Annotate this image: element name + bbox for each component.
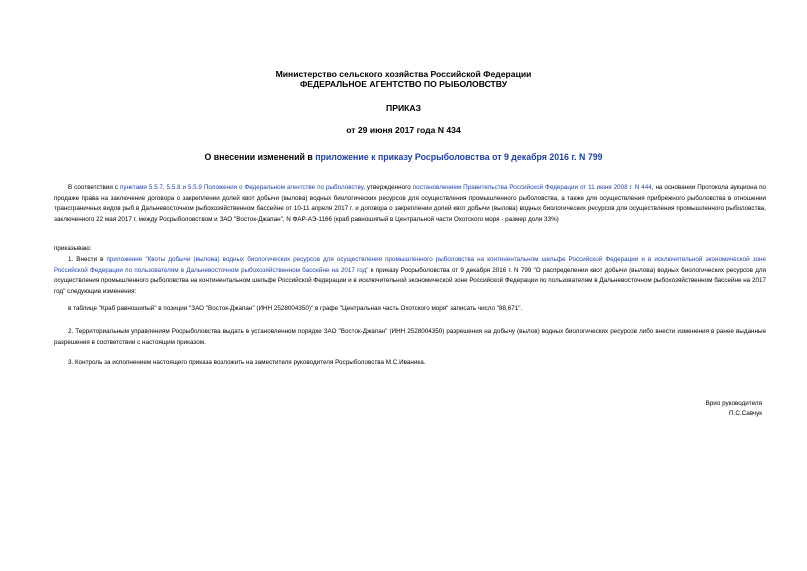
paragraph-item-3: 3. Контроль за исполнением настоящего приказа возложить на заместителя руководителя Росрыболовства М.С.Иваника. bbox=[68, 359, 426, 366]
item1-text-1: 1. Внести в bbox=[68, 256, 107, 263]
regulation-points-link[interactable]: пунктами 5.5.7, 5.5.8 и 5.5.9 Положения о Федеральном агентстве по рыболовству bbox=[119, 184, 364, 191]
basis-text-3: , на основании Протокола аукциона по продаже права на заключение договора о закреплении долей квот добычи (вылова) водных биологических ресурсов для осуществления промышленного рыболовства, а также для осуществления прибрежного рыболовства в отношении трансграничных видов рыб в Дальневосточном рыбохозяйственном бассейне от 10-11 апреля 2017 г. и договора о закреплении долей квот добычи (вылова) водных биологических ресурсов для осуществления промышленного рыболовства, заключенного 22 мая 2017 г. между Росрыболовством и ЗАО "Восток-Джапан", N ФАР-АЭ-1166 (краб равношипый в Центральной части Охотского моря - размер доли 33%) bbox=[54, 184, 766, 223]
government-decree-link[interactable]: постановлением Правительства Российской Федерации от 11 июня 2008 г. N 444 bbox=[412, 184, 652, 191]
signature-block bbox=[706, 399, 762, 419]
agency-title: ФЕДЕРАЛЬНОЕ АГЕНТСТВО ПО РЫБОЛОВСТВУ bbox=[299, 79, 508, 89]
signatory-position: Врио руководителя bbox=[705, 400, 762, 407]
paragraph-basis bbox=[54, 183, 766, 225]
subject-prefix: О внесении изменений в bbox=[204, 152, 316, 162]
subject-link[interactable]: приложение к приказу Росрыболовства от 9 декабря 2016 г. N 799 bbox=[315, 152, 603, 162]
basis-text-2: , утвержденного bbox=[363, 184, 413, 191]
paragraph-order-word: приказываю: bbox=[54, 245, 92, 252]
document-subject bbox=[0, 152, 807, 163]
basis-text-1: В соответствии с bbox=[68, 184, 120, 191]
paragraph-table-change: в таблице "Краб равношипый" в позиции "ЗАО "Восток-Джапан" (ИНН 2528004350)" в графе "Центральная часть Охотского моря" записать число "88,671". bbox=[68, 305, 523, 312]
paragraph-item-1 bbox=[54, 255, 766, 297]
signatory-name: П.С.Савчук bbox=[729, 410, 762, 417]
item1-text-2: к приказу Росрыболовства от 9 декабря 2016 г. N 799 "О распределении квот добычи (вылова) водных биологических ресурсов для осуществления промышленного рыболовства на континентальном шельфе Российской Федерации и в исключительной экономической зоне Российской Федерации по пользователям в Дальневосточном рыбохозяйственном бассейне на 2017 год" следующие изменения: bbox=[54, 266, 767, 295]
appendix-link[interactable]: приложение "Квоты добычи (вылова) водных биологических ресурсов для осуществления промышленного рыболовства на континентальном шельфе Российской Федерации и в исключительной экономической зоне Российской Федерации по пользователям в Дальневосточном рыбохозяйственном бассейне на 2017 год" bbox=[54, 256, 766, 274]
ministry-title: Министерство сельского хозяйства Российской Федерации bbox=[275, 69, 532, 79]
document-date-number: от 29 июня 2017 года N 434 bbox=[346, 125, 461, 135]
paragraph-item-2: 2. Территориальным управлениям Росрыболовства выдать в установленном порядке ЗАО "Восток-Джапан" (ИНН 2528004350) разрешения на добычу (вылов) водных биологических ресурсов либо внести изменения в ранее выданные разрешения в соответствии с настоящим приказом. bbox=[54, 328, 766, 346]
document-type: ПРИКАЗ bbox=[386, 103, 421, 113]
